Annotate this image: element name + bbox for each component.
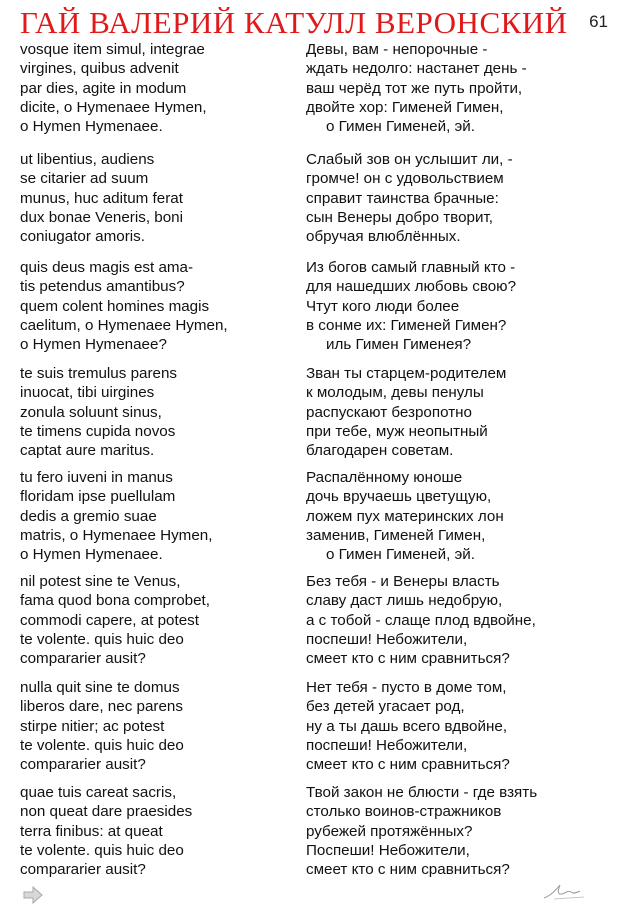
russian-line: ждать недолго: настанет день - bbox=[306, 60, 527, 78]
russian-line: поспеши! Небожители, bbox=[306, 736, 468, 754]
russian-line: обручая влюблённых. bbox=[306, 228, 461, 246]
latin-line: terra finibus: at queat bbox=[20, 822, 163, 840]
latin-stanza bbox=[20, 40, 290, 136]
latin-line: te volente. quis huic deo bbox=[20, 736, 184, 754]
latin-line: munus, huc aditum ferat bbox=[20, 189, 183, 207]
russian-line: иль Гимен Гименея? bbox=[326, 336, 472, 354]
latin-line: zonula soluunt sinus, bbox=[20, 403, 162, 421]
russian-line: сын Венеры добро творит, bbox=[306, 208, 493, 226]
latin-line: captat aure maritus. bbox=[20, 442, 155, 460]
russian-line: дочь вручаешь цветущую, bbox=[306, 488, 492, 506]
latin-line: ut libentius, audiens bbox=[20, 151, 155, 168]
latin-stanza bbox=[20, 468, 290, 564]
latin-line: commodi capere, at potest bbox=[20, 611, 199, 629]
russian-line: смеет кто с ним сравниться? bbox=[306, 756, 510, 774]
latin-line: se citarier ad suum bbox=[20, 170, 149, 188]
russian-line: при тебе, муж неопытный bbox=[306, 422, 488, 440]
latin-line: quae tuis careat sacris, bbox=[20, 784, 177, 801]
latin-line: nil potest sine te Venus, bbox=[20, 573, 181, 590]
latin-line: te suis tremulus parens bbox=[20, 365, 178, 382]
russian-line: о Гимен Гименей, эй. bbox=[326, 546, 475, 564]
latin-line: virgines, quibus advenit bbox=[20, 60, 179, 78]
russian-line: рубежей протяжённых? bbox=[306, 822, 473, 840]
latin-stanza bbox=[20, 678, 290, 774]
latin-stanza bbox=[20, 258, 290, 354]
latin-line: dicite, o Hymenaee Hymen, bbox=[20, 98, 207, 116]
latin-line: inuocat, tibi uirgines bbox=[20, 384, 155, 402]
russian-line: ну а ты дашь всего вдвойне, bbox=[306, 717, 508, 735]
latin-line: dedis a gremio suae bbox=[20, 507, 157, 525]
russian-line: Чтут кого люди более bbox=[306, 297, 460, 315]
latin-line: vosque item simul, integrae bbox=[20, 41, 205, 58]
latin-stanza bbox=[20, 572, 290, 668]
russian-line: Поспеши! Небожители, bbox=[306, 841, 470, 859]
russian-line: смеет кто с ним сравниться? bbox=[306, 650, 510, 668]
russian-line: поспеши! Небожители, bbox=[306, 630, 468, 648]
russian-line: заменив, Гименей Гимен, bbox=[306, 526, 486, 544]
latin-line: te timens cupida novos bbox=[20, 422, 176, 440]
russian-line: двойте хор: Гименей Гимен, bbox=[306, 98, 504, 116]
latin-line: non queat dare praesides bbox=[20, 803, 193, 821]
latin-line: o Hymen Hymenaee? bbox=[20, 336, 167, 354]
latin-line: quem colent homines magis bbox=[20, 297, 210, 315]
russian-stanza bbox=[306, 468, 606, 564]
russian-stanza bbox=[306, 150, 606, 246]
russian-line: Зван ты старцем-родителем bbox=[306, 365, 507, 382]
latin-line: compararier ausit? bbox=[20, 756, 146, 774]
russian-line: в сонме их: Гименей Гимен? bbox=[306, 316, 507, 334]
russian-line: громче! он с удовольствием bbox=[306, 170, 504, 188]
page-header bbox=[20, 4, 610, 42]
latin-line: nulla quit sine te domus bbox=[20, 679, 180, 696]
russian-stanza bbox=[306, 364, 606, 460]
signature-icon bbox=[540, 880, 588, 902]
page-number: 61 bbox=[589, 12, 608, 31]
latin-line: te volente. quis huic deo bbox=[20, 841, 184, 859]
latin-line: floridam ipse puellulam bbox=[20, 488, 176, 506]
russian-line: о Гимен Гименей, эй. bbox=[326, 118, 475, 136]
russian-line: славу даст лишь недобрую, bbox=[306, 592, 503, 610]
russian-line: Слабый зов он услышит ли, - bbox=[306, 151, 513, 168]
latin-line: par dies, agite in modum bbox=[20, 79, 187, 97]
latin-line: caelitum, o Hymenaee Hymen, bbox=[20, 316, 228, 334]
russian-stanza bbox=[306, 783, 606, 879]
russian-line: Без тебя - и Венеры власть bbox=[306, 573, 500, 590]
latin-line: matris, o Hymenaee Hymen, bbox=[20, 526, 213, 544]
latin-line: fama quod bona comprobet, bbox=[20, 592, 210, 610]
russian-line: Девы, вам - непорочные - bbox=[306, 41, 488, 58]
latin-stanza bbox=[20, 150, 290, 246]
russian-line: справит таинства брачные: bbox=[306, 189, 499, 207]
latin-line: tis petendus amantibus? bbox=[20, 278, 185, 296]
russian-stanza bbox=[306, 678, 606, 774]
russian-line: без детей угасает род, bbox=[306, 698, 465, 716]
russian-line: Нет тебя - пусто в доме том, bbox=[306, 679, 507, 696]
russian-line: а с тобой - слаще плод вдвойне, bbox=[306, 611, 536, 629]
russian-line: ложем пух материнских лон bbox=[306, 507, 504, 525]
latin-line: stirpe nitier; ac potest bbox=[20, 717, 165, 735]
latin-stanza bbox=[20, 364, 290, 460]
russian-line: Распалённому юноше bbox=[306, 469, 463, 486]
latin-line: te volente. quis huic deo bbox=[20, 630, 184, 648]
latin-line: quis deus magis est ama- bbox=[20, 259, 194, 276]
latin-line: o Hymen Hymenaee. bbox=[20, 118, 163, 136]
latin-line: o Hymen Hymenaee. bbox=[20, 546, 163, 564]
russian-line: столько воинов-стражников bbox=[306, 803, 502, 821]
russian-line: Твой закон не блюсти - где взять bbox=[306, 784, 538, 801]
russian-line: смеет кто с ним сравниться? bbox=[306, 861, 510, 879]
latin-line: liberos dare, nec parens bbox=[20, 698, 183, 716]
latin-line: compararier ausit? bbox=[20, 861, 146, 879]
russian-line: Из богов самый главный кто - bbox=[306, 259, 516, 276]
latin-line: tu fero iuveni in manus bbox=[20, 469, 173, 486]
russian-line: к молодым, девы пенулы bbox=[306, 384, 484, 402]
russian-stanza bbox=[306, 40, 606, 136]
russian-line: распускают безропотно bbox=[306, 403, 473, 421]
russian-stanza bbox=[306, 572, 606, 668]
arrow-right-icon[interactable] bbox=[23, 886, 43, 904]
latin-stanza bbox=[20, 783, 290, 879]
russian-line: ваш черёд тот же путь пройти, bbox=[306, 79, 523, 97]
latin-line: coniugator amoris. bbox=[20, 228, 145, 246]
page-title: ГАЙ ВАЛЕРИЙ КАТУЛЛ ВЕРОНСКИЙ bbox=[20, 5, 568, 40]
russian-line: благодарен советам. bbox=[306, 442, 454, 460]
russian-line: для нашедших любовь свою? bbox=[306, 278, 517, 296]
latin-line: compararier ausit? bbox=[20, 650, 146, 668]
russian-stanza bbox=[306, 258, 606, 354]
latin-line: dux bonae Veneris, boni bbox=[20, 208, 183, 226]
